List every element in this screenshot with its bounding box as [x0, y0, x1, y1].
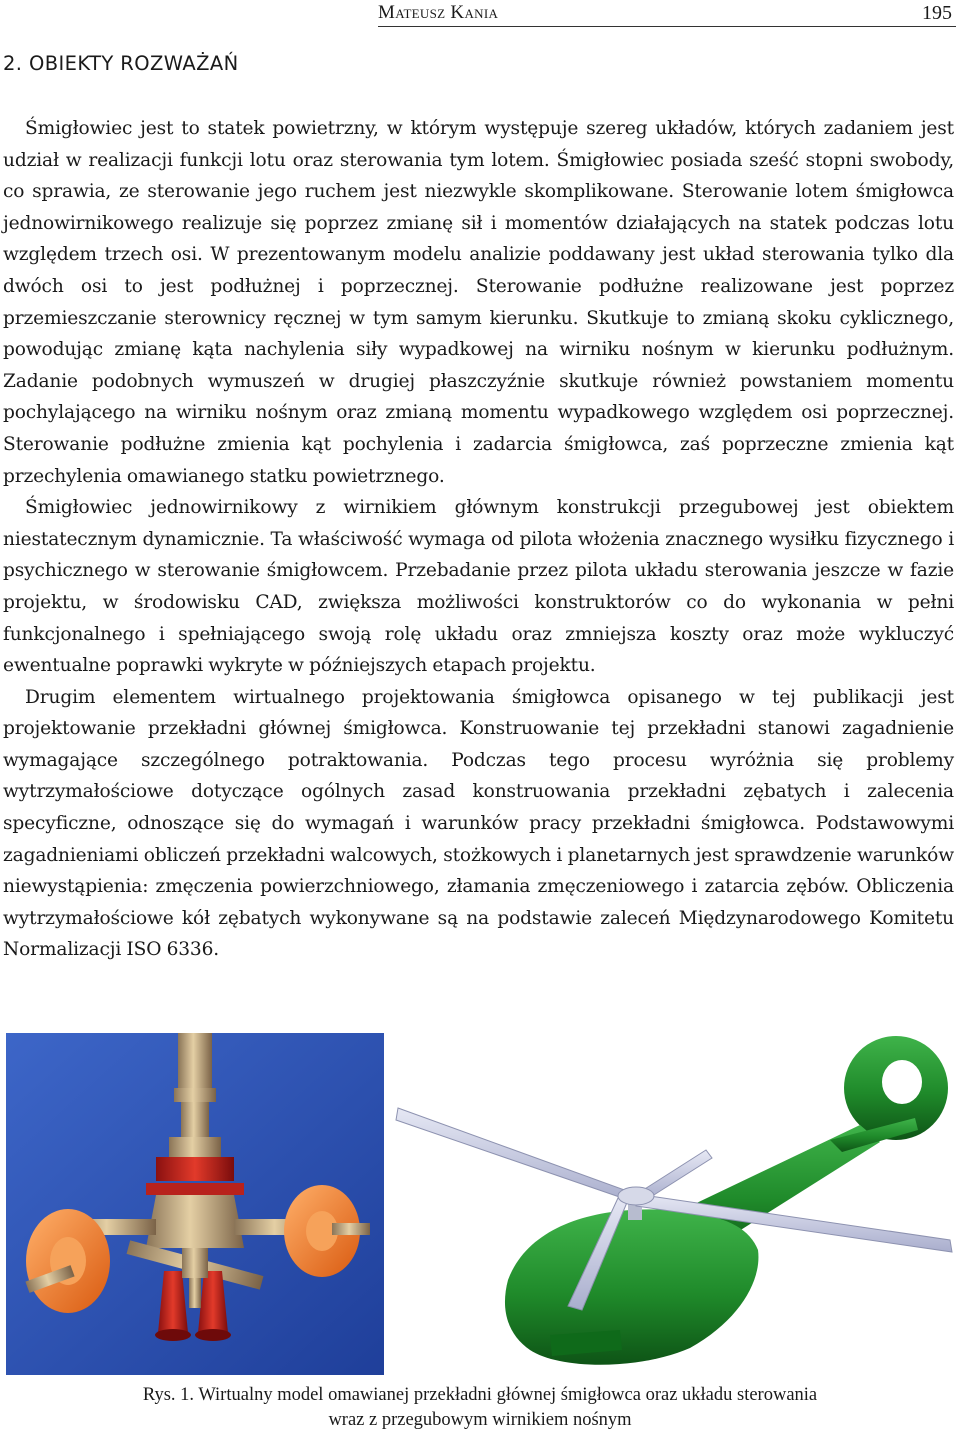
running-head-author: Mateusz Kania	[378, 2, 499, 23]
figure-caption-line-2: wraz z przegubowym wirnikiem nośnym	[328, 1410, 632, 1430]
figure-caption-line-1: Rys. 1. Wirtualny model omawianej przekładni głównej śmigłowca oraz układu sterowania	[142, 1385, 818, 1405]
helicopter-model-image	[390, 1030, 956, 1375]
figure-caption	[0, 1383, 960, 1433]
page-header	[0, 0, 960, 28]
paragraph-1: Śmigłowiec jest to statek powietrzny, w którym występuje szereg układów, których zadaniem jest udział w realizacji funkcji lotu oraz sterowania tym lotem. Śmigłowiec posiada sześć stopni swobody, co sprawia, ze sterowanie jego ruchem jest niezwykle skomplikowane. Sterowanie lotem śmigłowca jednowirnikowego realizuje się poprzez zmianę sił i momentów działających na statek podczas lotu względem trzech osi. W prezentowanym modelu analizie poddawany jest układ sterowania tylko dla dwóch osi to jest podłużnej i poprzecznej. Sterowanie podłużne realizowane jest poprzez przemieszczanie sterownicy ręcznej w tym samym kierunku. Skutkuje to zmianą skoku cyklicznego, powodując zmianę kąta nachylenia siły wypadkowej na wirniku nośnym w kierunku podłużnym. Zadanie podobnych wymuszeń w drugiej płaszczyźnie skutkuje również powstaniem momentu pochylającego na wirniku nośnym oraz zmianą momentu wypadkowego względem osi poprzecznej. Sterowanie podłużne zmienia kąt pochylenia i zadarcia śmigłowca, zaś poprzeczne zmienia kąt przechylenia omawianego statku powietrznego.	[3, 118, 954, 487]
paragraph-3: Drugim elementem wirtualnego projektowania śmigłowca opisanego w tej publikacji jest projektowanie przekładni głównej śmigłowca. Konstruowanie tej przekładni stanowi zagadnienie wymagające szczególnego potraktowania. Podczas tego procesu wyróżnia się problemy wytrzymałościowe dotyczące ogólnych zasad konstruowania przekładni zębatych i zalecenia specyficzne, odnoszące się do wymagań i warunków pracy przekładni śmigłowca. Podstawowymi zagadnieniami obliczeń przekładni walcowych, stożkowych i planetarnych jest sprawdzenie warunków niewystąpienia: zmęczenia powierzchniowego, złamania zmęczeniowego i zatarcia zębów. Obliczenia wytrzymałościowe kół zębatych wykonywane są na podstawie zaleceń Międzynarodowego Komitetu Normalizacji ISO 6336.	[3, 686, 954, 961]
section-heading: 2. OBIEKTY ROZWAŻAŃ	[3, 52, 239, 75]
paragraph-2: Śmigłowiec jednowirnikowy z wirnikiem głównym konstrukcji przegubowej jest obiektem niestatecznym dynamicznie. Ta właściwość wymaga od pilota włożenia znacznego wysiłku fizycznego i psychicznego w sterowanie śmigłowcem. Przebadanie przez pilota układu sterowania jeszcze w fazie projektu, w środowisku CAD, zwiększa możliwości konstruktorów co do wykonania w pełni funkcjonalnego i spełniającego swoją rolę układu oraz zmniejsza koszty oraz może wykluczyć ewentualne poprawki wykryte w późniejszych etapach projektu.	[3, 497, 954, 677]
figure-area	[0, 1030, 960, 1380]
body-text	[3, 113, 954, 966]
page-number: 195	[922, 2, 952, 24]
header-rule	[378, 26, 956, 27]
gearbox-model-image	[6, 1033, 384, 1375]
